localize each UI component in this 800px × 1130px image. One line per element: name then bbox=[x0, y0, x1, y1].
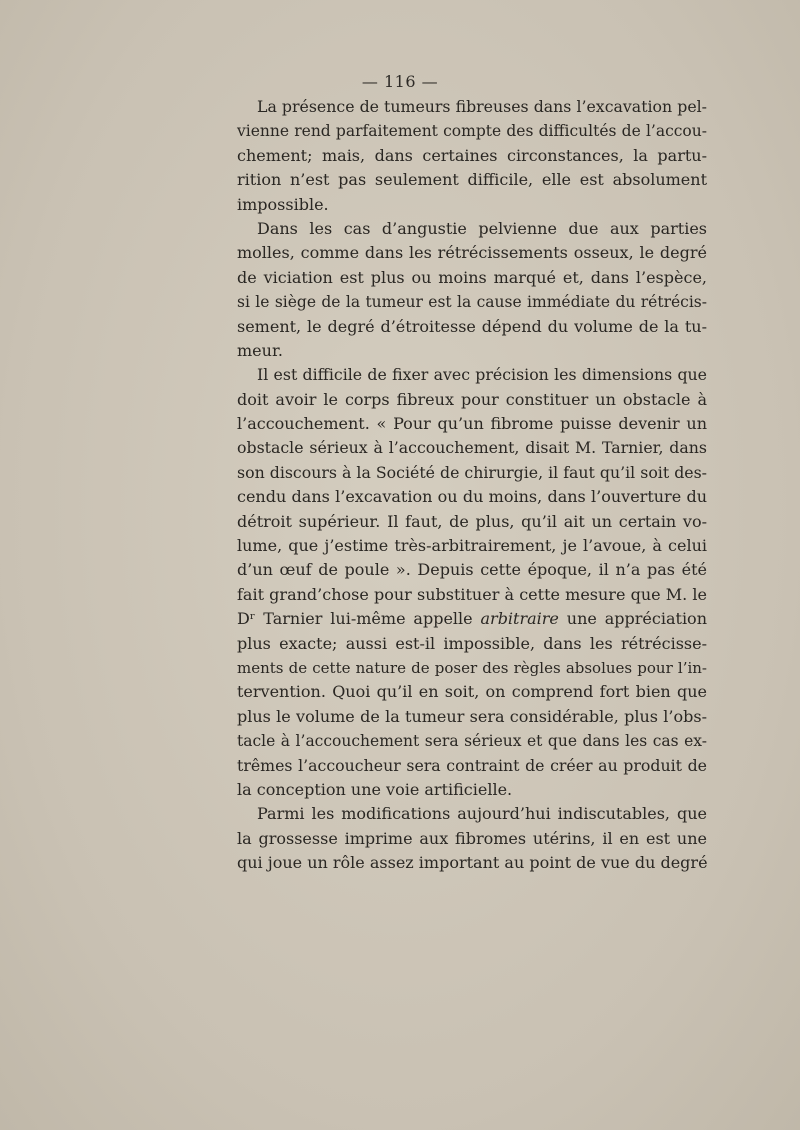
text-line: tervention. Quoi qu’il en soit, on comprend fort bien que bbox=[237, 682, 707, 702]
text-line: détroit supérieur. Il faut, de plus, qu’il ait un certain vo- bbox=[237, 511, 707, 531]
text-line: impossible. bbox=[237, 194, 329, 214]
text-line: molles, comme dans les rétrécissements osseux, le degré bbox=[237, 243, 707, 263]
body-text bbox=[237, 95, 707, 876]
text-line: sement, le degré d’étroitesse dépend du volume de la tu- bbox=[237, 316, 707, 336]
text-line: trêmes l’accoucheur sera contraint de créer au produit de bbox=[237, 755, 707, 775]
text-line: plus exacte; aussi est-il impossible, dans les rétrécisse- bbox=[237, 633, 707, 653]
text-line: d’un œuf de poule ». Depuis cette époque, il n’a pas été bbox=[237, 560, 707, 580]
text-line: Il est difficile de fixer avec précision les dimensions que bbox=[257, 365, 707, 385]
text-line: La présence de tumeurs fibreuses dans l’excavation pel- bbox=[257, 97, 707, 116]
text-line: la conception une voie artificielle. bbox=[237, 779, 513, 799]
text-segment: une appréciation bbox=[558, 609, 707, 629]
text-line: ments de cette nature de poser des règles absolues pour l’in- bbox=[237, 658, 707, 677]
page-number: — 116 — bbox=[361, 72, 439, 91]
text-line: obstacle sérieux à l’accouchement, disait M. Tarnier, dans bbox=[237, 438, 707, 458]
text-line bbox=[237, 607, 707, 631]
text-line: chement; mais, dans certaines circonstances, la partu- bbox=[237, 145, 707, 165]
text-line: vienne rend parfaitement compte des difficultés de l’accou- bbox=[237, 122, 707, 141]
text-line: tacle à l’accouchement sera sérieux et que dans les cas ex- bbox=[237, 732, 707, 751]
emphasized-text: arbitraire bbox=[480, 609, 559, 629]
text-line: Dans les cas d’angustie pelvienne due aux parties bbox=[257, 218, 707, 238]
text-line: Parmi les modifications aujourd’hui indiscutables, que bbox=[257, 804, 707, 824]
text-line: doit avoir le corps fibreux pour constituer un obstacle à bbox=[237, 389, 707, 409]
text-line: cendu dans l’excavation ou du moins, dans l’ouverture du bbox=[237, 487, 707, 507]
text-line: rition n’est pas seulement difficile, elle est absolument bbox=[237, 170, 707, 190]
text-line: son discours à la Société de chirurgie, il faut qu’il soit des- bbox=[237, 462, 707, 482]
text-line: qui joue un rôle assez important au point de vue du degré bbox=[237, 853, 708, 873]
text-line: lume, que j’estime très-arbitrairement, je l’avoue, à celui bbox=[237, 536, 707, 556]
text-line: fait grand’chose pour substituer à cette mesure que M. le bbox=[237, 584, 707, 604]
text-line: meur. bbox=[237, 340, 283, 360]
text-line: si le siège de la tumeur est la cause immédiate du rétrécis- bbox=[237, 293, 707, 312]
text-line: la grossesse imprime aux fibromes utérins, il en est une bbox=[237, 828, 707, 848]
text-segment: Dʳ Tarnier lui-même appelle bbox=[237, 609, 481, 629]
text-line: de viciation est plus ou moins marqué et, dans l’espèce, bbox=[237, 267, 707, 287]
text-line: plus le volume de la tumeur sera considérable, plus l’obs- bbox=[237, 706, 707, 726]
text-line: l’accouchement. « Pour qu’un fibrome puisse devenir un bbox=[237, 414, 707, 434]
